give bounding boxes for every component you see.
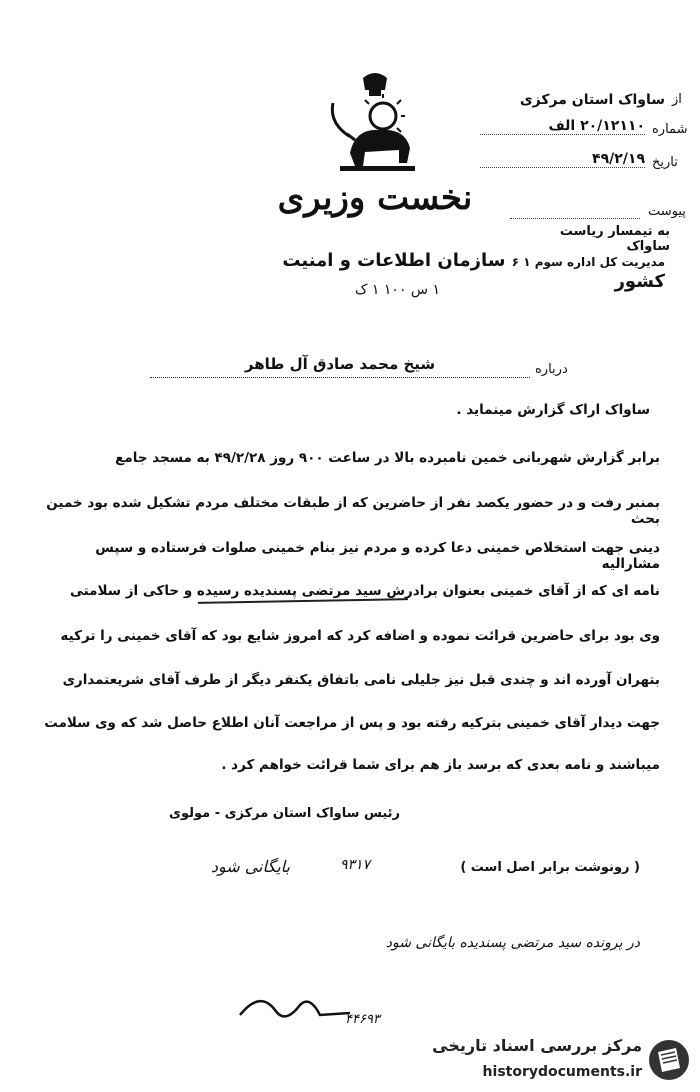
watermark-url: historydocuments.ir <box>482 1064 642 1080</box>
department-prefix: مدیریت کل اداره سوم ۱ ۶ <box>511 255 665 269</box>
handwritten-number: ۹۳۱۷ <box>339 857 371 873</box>
body-line-2: بمنبر رفت و در حضور یکصد نفر از حاضرین که از طبقات مختلف مردم تشکیل شده بود خمین بحث <box>46 495 660 527</box>
body-line-1: برابر گزارش شهربانی خمین نامبرده بالا در ساعت ۹۰۰ روز ۴۹/۲/۲۸ به مسجد جامع <box>115 450 660 466</box>
from-label: از <box>672 92 682 107</box>
body-line-7: جهت دیدار آقای خمینی بترکیه رفته بود و پس از مراجعت آنان اطلاع حاصل شد که وی سلامت <box>44 715 660 731</box>
body-line-5: وی بود برای حاضرین قرائت نموده و اضافه کرد که امروز شایع بود که آقای خمینی را ترکیه <box>60 628 660 644</box>
from-value: ساواک استان مرکزی <box>519 92 665 108</box>
ministry-title: نخست وزیری <box>277 178 473 218</box>
attachment-label: پیوست <box>648 204 686 219</box>
recipient <box>520 224 670 254</box>
handwritten-note-2: در پرونده سید مرتضی پسندیده بایگانی شود <box>385 935 640 951</box>
subject-value: شیخ محمد صادق آل طاهر <box>150 355 530 378</box>
archive-logo-icon <box>646 1038 692 1082</box>
body-line-6: بتهران آورده اند و چندی قبل نیز جلیلی نامی باتفاق یکنفر دیگر از طرف آقای شریعتمداری <box>62 672 660 688</box>
to-label: به <box>657 224 670 239</box>
handwritten-note-1: بایگانی شود <box>210 857 290 876</box>
watermark-name: مرکز بررسی اسناد تاریخی <box>432 1036 642 1055</box>
subject-label: درباره <box>535 362 568 377</box>
number-value: ۲۰/۱۲۱۱۰ الف <box>480 118 645 135</box>
handwritten-code: ۴۴۶۹۳ <box>345 1012 380 1027</box>
attachment-blank <box>510 218 640 219</box>
body-line-4: نامه ای که از آقای خمینی بعنوان برادرش سید مرتضی پسندیده رسیده و حاکی از سلامتی <box>69 583 660 599</box>
copy-note-text: رونوشت برابر اصل است <box>470 860 630 875</box>
to-value: تیمسار ریاست ساواک <box>559 224 670 254</box>
date-value: ۴۹/۲/۱۹ <box>480 151 645 168</box>
number-label: شماره <box>652 122 688 137</box>
body-line-8: میباشند و نامه بعدی که برسد باز هم برای شما قرائت خواهم کرد . <box>221 757 660 773</box>
department-name: سازمان اطلاعات و امنیت کشور <box>282 250 665 292</box>
lion-and-sun-emblem <box>325 68 425 178</box>
signatory-title: رئیس ساواک استان مرکزی - مولوی <box>169 806 400 821</box>
body-line-3: دینی جهت استخلاص خمینی دعا کرده و مردم نیز بنام خمینی صلوات فرستاده و سپس مشارالیه <box>95 540 660 572</box>
text-underline <box>198 598 408 604</box>
sub-reference-number: ۱ س ۱۰۰ ۱ ک <box>354 282 440 298</box>
greeting: ساواک اراک گزارش مینماید . <box>456 402 650 418</box>
date-label: تاریخ <box>652 155 678 170</box>
copy-note: ( رونوشت برابر اصل است ) <box>460 860 640 875</box>
